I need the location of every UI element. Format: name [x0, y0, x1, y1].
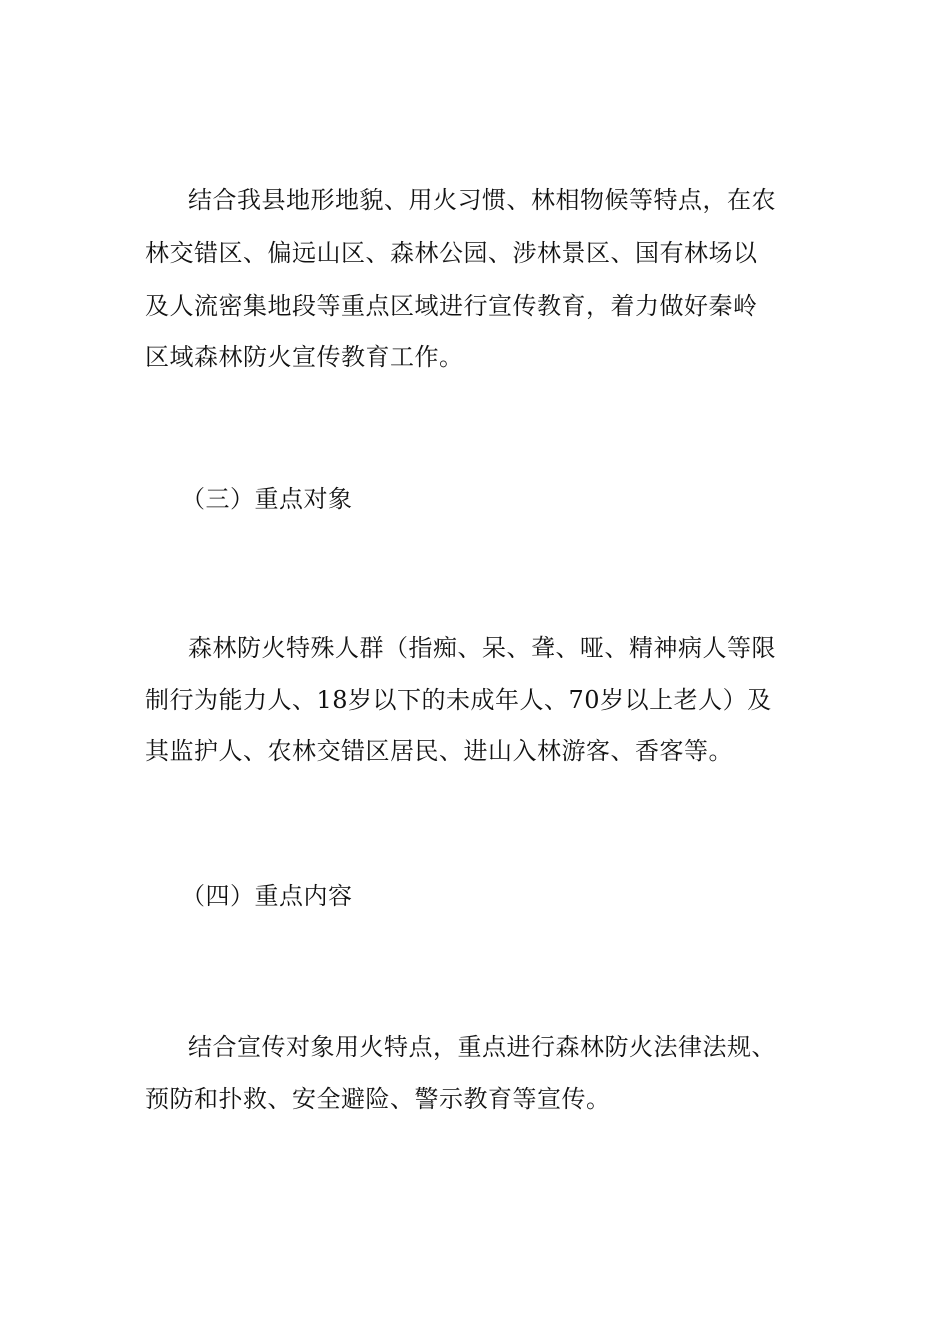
paragraph-line: 结合我县地形地貌、用火习惯、林相物候等特点，在农 [188, 186, 776, 214]
paragraph-line: 森林防火特殊人群（指痴、呆、聋、哑、精神病人等限 [188, 634, 776, 662]
paragraph-line: 预防和扑救、安全避险、警示教育等宣传。 [145, 1085, 611, 1113]
paragraph-line: 林交错区、偏远山区、森林公园、涉林景区、国有林场以 [145, 239, 758, 267]
paragraph-line: 结合宣传对象用火特点，重点进行森林防火法律法规、 [188, 1033, 776, 1061]
paragraph-line: 制行为能力人、18岁以下的未成年人、70岁以上老人）及 [145, 686, 772, 714]
paragraph-line: 及人流密集地段等重点区域进行宣传教育，着力做好秦岭 [145, 292, 758, 320]
section-heading-key-content: （四）重点内容 [181, 882, 353, 910]
section-heading-key-targets: （三）重点对象 [181, 485, 353, 513]
paragraph-line: 其监护人、农林交错区居民、进山入林游客、香客等。 [145, 737, 733, 765]
paragraph-line: 区域森林防火宣传教育工作。 [145, 343, 464, 371]
